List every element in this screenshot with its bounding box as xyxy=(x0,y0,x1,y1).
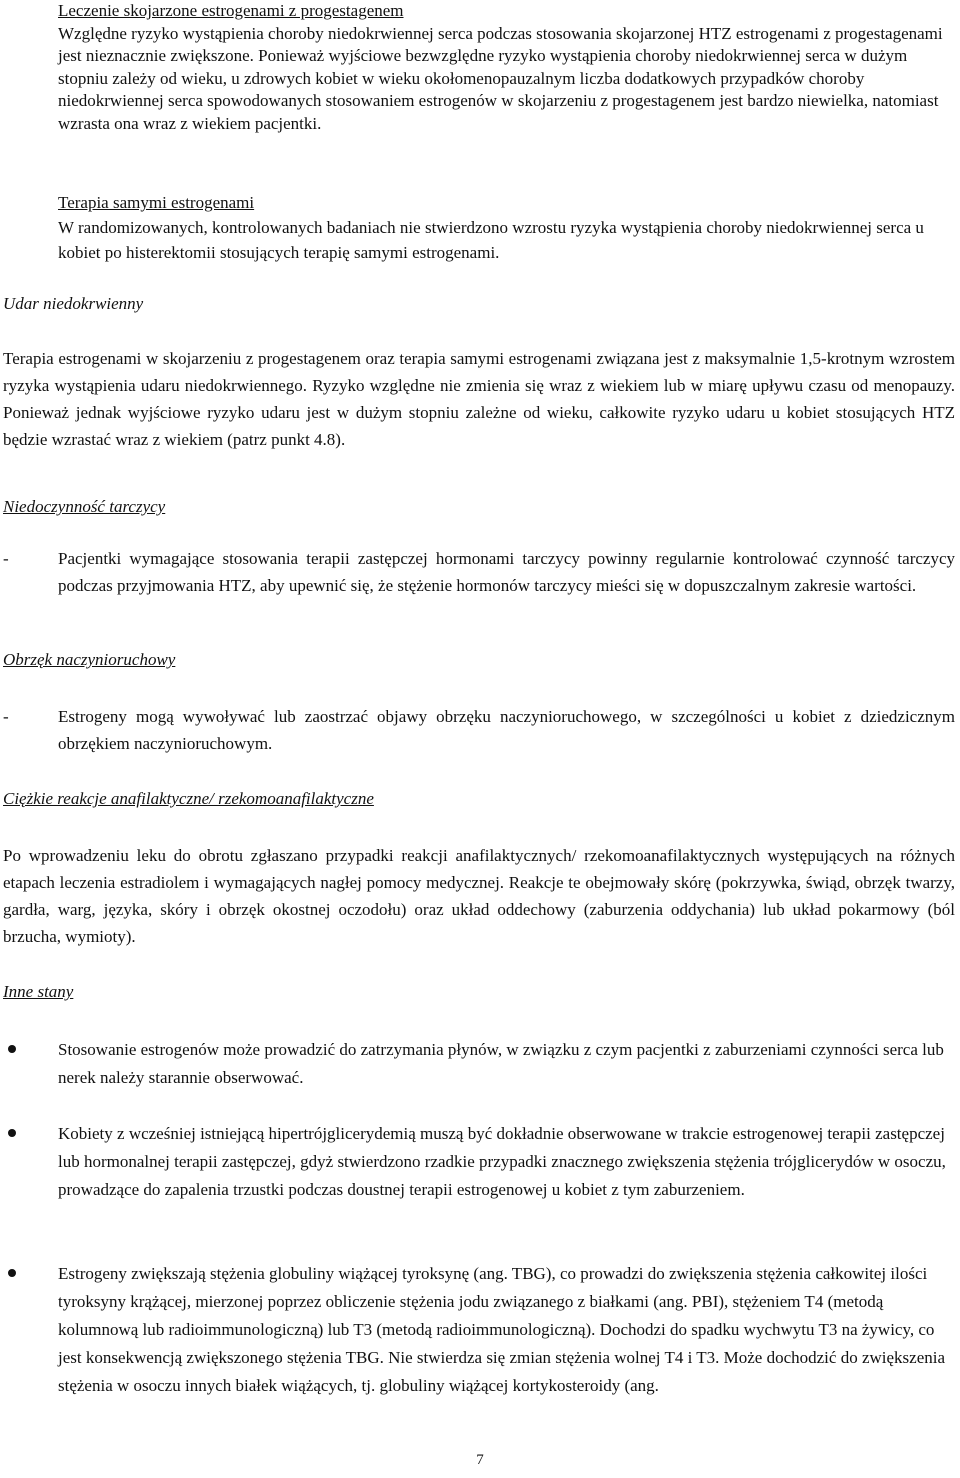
heading-combined-therapy: Leczenie skojarzone estrogenami z progestagenem xyxy=(58,1,404,20)
dash-marker: - xyxy=(3,707,9,726)
paragraph-combined-therapy: Względne ryzyko wystąpienia choroby niedokrwiennej serca podczas stosowania skojarzonej HTZ estrogenami z progestagenami jest nieznacznie zwiększone. Ponieważ wyjściowe bezwzględne ryzyko wystąpienia choroby niedokrwiennej serca w dużym stopniu zależy od wieku, u zdrowych kobiet w wieku okołomenopauzalnym liczba dodatkowych przypadków choroby niedokrwiennej serca spowodowanych stosowaniem estrogenów w skojarzeniu z progestagenem jest bardzo niewielka, natomiast wzrasta ona wraz z wiekiem pacjentki. xyxy=(58,23,943,133)
list-item-text: Estrogeny mogą wywoływać lub zaostrzać objawy obrzęku naczynioruchowego, w szczególności u kobiet z dziedzicznym obrzękiem naczynioruchowym. xyxy=(58,707,955,753)
list-item-text: Kobiety z wcześniej istniejącą hipertrójglicerydemią muszą być dokładnie obserwowane w trakcie estrogenowej terapii zastępczej lub hormonalnej terapii zastępczej, gdyż stwierdzono rzadkie przypadki znacznego zwiększenia stężenia trójglicerydów w osoczu, prowadzące do zapalenia trzustki podczas doustnej terapii estrogenowej u kobiet z tym zaburzeniem. xyxy=(58,1124,946,1199)
heading-angioedema: Obrzęk naczynioruchowy xyxy=(3,650,176,669)
heading-estrogen-only: Terapia samymi estrogenami xyxy=(58,193,255,212)
section-combined-therapy xyxy=(58,0,954,135)
heading-hypothyroidism: Niedoczynność tarczycy xyxy=(3,497,166,516)
bullet-icon xyxy=(8,1045,16,1053)
heading-other-conditions: Inne stany xyxy=(3,982,74,1001)
paragraph-stroke: Terapia estrogenami w skojarzeniu z progestagenem oraz terapia samymi estrogenami związana jest z maksymalnie 1,5-krotnym wzrostem ryzyka wystąpienia udaru niedokrwiennego. Ryzyko względne nie zmienia się wraz z wiekiem lub w miarę upływu czasu od menopauzy. Ponieważ jednak wyjściowe ryzyko udaru jest w dużym stopniu zależne od wieku, całkowite ryzyko udaru u kobiet stosujących HTZ będzie wzrastać wraz z wiekiem (patrz punkt 4.8). xyxy=(3,349,955,449)
paragraph-anaphylaxis: Po wprowadzeniu leku do obrotu zgłaszano przypadki reakcji anafilaktycznych/ rzekomoanafilaktycznych występujących na różnych etapach leczenia estradiolem i wymagających nagłej pomocy medycznej. Reakcje te obejmowały skórę (pokrzywka, świąd, obrzęk twarzy, gardła, warg, języka, skóry i obrzęk okostnej oczodołu) oraz układ oddechowy (zaburzenia oddychania) lub układ pokarmowy (ból brzucha, wymioty). xyxy=(3,846,955,946)
page-number: 7 xyxy=(476,1452,484,1468)
bullet-icon xyxy=(8,1269,16,1277)
heading-anaphylaxis: Ciężkie reakcje anafilaktyczne/ rzekomoanafilaktyczne xyxy=(3,789,374,808)
dash-marker: - xyxy=(3,549,9,568)
bullet-icon xyxy=(8,1129,16,1137)
heading-stroke: Udar niedokrwienny xyxy=(3,294,144,313)
section-estrogen-only xyxy=(58,190,954,265)
list-item-text: Estrogeny zwiększają stężenia globuliny wiążącej tyroksynę (ang. TBG), co prowadzi do zwiększenia stężenia całkowitej ilości tyroksyny krążącej, mierzonej poprzez obliczenie stężenia jodu związanego z białkami (ang. PBI), stężeniem T4 (metodą kolumnową lub radioimmunologiczną) lub T3 (metodą radioimmunologiczną). Dochodzi do spadku wychwytu T3 na żywicy, co jest konsekwencją zwiększonego stężenia TBG. Nie stwierdza się zmian stężenia wolnej T4 i T3. Może dochodzić do zwiększenia stężenia w osoczu innych białek wiążących, tj. globuliny wiążącej kortykosteroidy (ang. xyxy=(58,1264,946,1395)
list-item-text: Pacjentki wymagające stosowania terapii zastępczej hormonami tarczycy powinny regularnie kontrolować czynność tarczycy podczas przyjmowania HTZ, aby upewnić się, że stężenie hormonów tarczycy mieści się w dopuszczalnym zakresie wartości. xyxy=(58,549,955,595)
list-item-text: Stosowanie estrogenów może prowadzić do zatrzymania płynów, w związku z czym pacjentki z zaburzeniami czynności serca lub nerek należy starannie obserwować. xyxy=(58,1040,944,1087)
paragraph-estrogen-only: W randomizowanych, kontrolowanych badaniach nie stwierdzono wzrostu ryzyka wystąpienia choroby niedokrwiennej serca u kobiet po histerektomii stosujących terapię samymi estrogenami. xyxy=(58,218,924,262)
